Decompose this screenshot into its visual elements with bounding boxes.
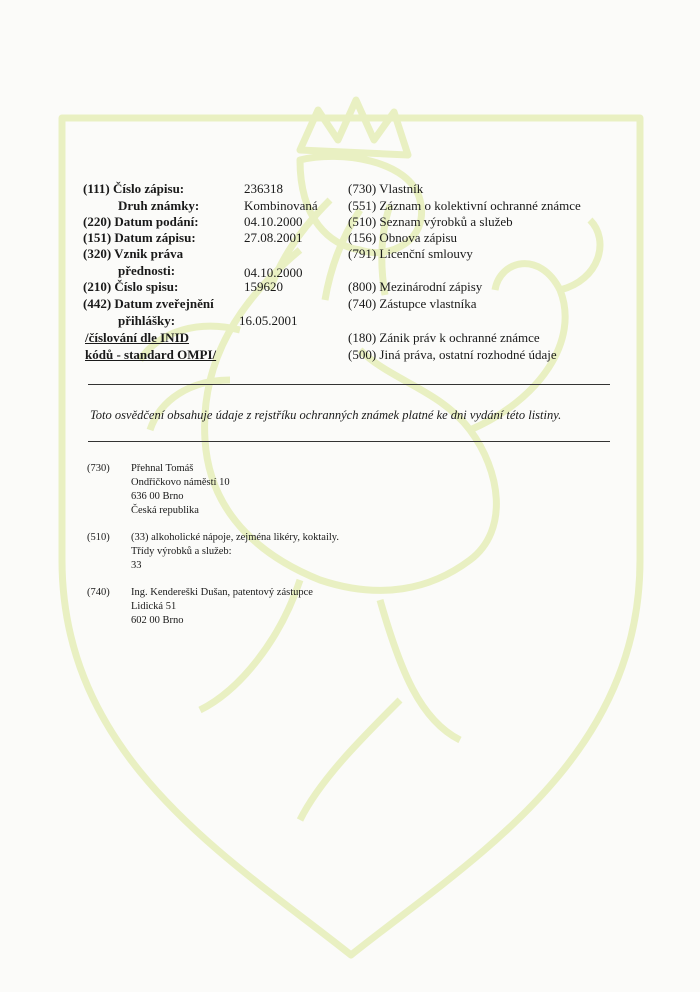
field-111-value: 236318 bbox=[244, 181, 283, 196]
entry-line: 33 bbox=[131, 560, 142, 571]
field-442-value: 16.05.2001 bbox=[239, 313, 298, 328]
divider-bottom bbox=[88, 441, 610, 442]
entry-line: Ondřičkovo náměstí 10 bbox=[131, 477, 230, 488]
entry-line: 602 00 Brno bbox=[131, 615, 184, 626]
lion-hindleg bbox=[200, 580, 460, 820]
entry-line: 636 00 Brno bbox=[131, 491, 184, 502]
field-220-label: (220) Datum podání: bbox=[83, 214, 199, 229]
inid-note-line1: /číslování dle INID bbox=[85, 330, 190, 345]
field-111-label: (111) Číslo zápisu: bbox=[83, 181, 185, 196]
entry-line: Lidická 51 bbox=[131, 601, 177, 612]
entry-line: Česká republika bbox=[131, 505, 199, 516]
entry-code: (740) bbox=[87, 587, 110, 598]
field-442-label: (442) Datum zveřejnění bbox=[83, 296, 214, 311]
field-210-label: (210) Číslo spisu: bbox=[83, 279, 179, 294]
field-320-value: 04.10.2000 bbox=[244, 265, 303, 280]
legend-156: (156) Obnova zápisu bbox=[348, 230, 458, 245]
inid-note-line2: kódů - standard OMPI/ bbox=[85, 347, 217, 362]
legend-551: (551) Záznam o kolektivní ochranné známce bbox=[348, 198, 581, 213]
certificate-note: Toto osvědčení obsahuje údaje z rejstříku ochranných známek platné ke dni vydání této listiny. bbox=[90, 408, 562, 422]
entry-code: (510) bbox=[87, 532, 110, 543]
lion-crown bbox=[300, 100, 408, 155]
legend-791: (791) Licenční smlouvy bbox=[348, 246, 473, 261]
lion-tail bbox=[470, 220, 600, 430]
legend-500: (500) Jiná práva, ostatní rozhodné údaje bbox=[348, 347, 557, 362]
entry-line: Přehnal Tomáš bbox=[131, 463, 194, 474]
legend-800: (800) Mezinárodní zápisy bbox=[348, 279, 483, 294]
entry-line: Třídy výrobků a služeb: bbox=[131, 546, 232, 557]
entry-code: (730) bbox=[87, 463, 110, 474]
field-442-label-cont: přihlášky: bbox=[118, 313, 176, 328]
legend-510: (510) Seznam výrobků a služeb bbox=[348, 214, 513, 229]
field-320-label-cont: přednosti: bbox=[118, 263, 176, 278]
field-151-label: (151) Datum zápisu: bbox=[83, 230, 196, 245]
legend-740: (740) Zástupce vlastníka bbox=[348, 296, 477, 311]
field-220-value: 04.10.2000 bbox=[244, 214, 303, 229]
field-druh-label: Druh známky: bbox=[118, 198, 200, 213]
field-320-label: (320) Vznik práva bbox=[83, 246, 184, 261]
legend-730: (730) Vlastník bbox=[348, 181, 424, 196]
field-210-value: 159620 bbox=[244, 279, 283, 294]
field-151-value: 27.08.2001 bbox=[244, 230, 303, 245]
field-druh-value: Kombinovaná bbox=[244, 198, 318, 213]
legend-180: (180) Zánik práv k ochranné známce bbox=[348, 330, 540, 345]
entry-line: Ing. Kendereški Dušan, patentový zástupce bbox=[131, 587, 313, 598]
divider-top bbox=[88, 384, 610, 385]
entry-line: (33) alkoholické nápoje, zejména likéry, koktaily. bbox=[131, 532, 339, 543]
